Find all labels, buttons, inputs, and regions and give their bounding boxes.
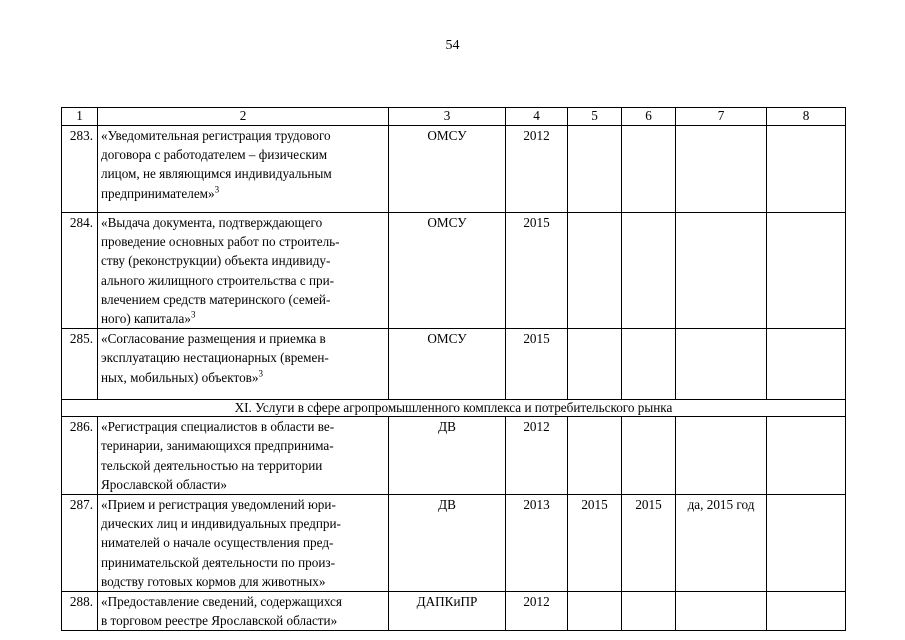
responsible-body: ОМСУ (389, 329, 506, 400)
footnote-mark: 3 (190, 309, 196, 320)
title-line: «Согласование размещения и приемка в (101, 331, 326, 347)
title-line: тельской деятельностью на территории (101, 457, 323, 473)
col8-cell (767, 126, 846, 213)
responsible-body: ДВ (389, 417, 506, 495)
col6-cell (622, 126, 676, 213)
year-cell: 2015 (506, 329, 568, 400)
col5-cell (568, 126, 622, 213)
row-number: 286. (62, 417, 98, 495)
title-line: водству готовых кормов для животных» (101, 573, 326, 589)
row-number: 287. (62, 495, 98, 592)
header-cell: 2 (98, 108, 389, 126)
col6-cell (622, 592, 676, 631)
col6-cell: 2015 (622, 495, 676, 592)
title-line: ного) капитала» (101, 311, 191, 327)
year-cell: 2015 (506, 213, 568, 329)
title-line: проведение основных работ по строитель- (101, 234, 340, 250)
table-row (62, 417, 846, 495)
title-line: влечением средств материнского (семей- (101, 291, 331, 307)
col6-cell (622, 417, 676, 495)
table-row (62, 329, 846, 400)
footnote-mark: 3 (258, 368, 263, 379)
title-line: Ярославской области» (101, 476, 227, 492)
page-number: 54 (445, 38, 460, 53)
responsible-body: ОМСУ (389, 126, 506, 213)
service-title (98, 592, 389, 631)
table-row (62, 495, 846, 592)
section-row (62, 400, 846, 417)
section-heading: XI. Услуги в сфере агропромышленного комплекса и потребительского рынка (62, 400, 846, 417)
col5-cell: 2015 (568, 495, 622, 592)
table-row (62, 126, 846, 213)
col8-cell (767, 329, 846, 400)
col5-cell (568, 213, 622, 329)
title-line: «Уведомительная регистрация трудового (101, 128, 331, 143)
table-row (62, 213, 846, 329)
col7-cell: да, 2015 год (676, 495, 767, 592)
title-line: лицом, не являющимся индивидуальным (101, 166, 332, 182)
col6-cell (622, 329, 676, 400)
header-cell: 7 (676, 108, 767, 126)
title-line: «Выдача документа, подтверждающего (101, 215, 323, 230)
service-title (98, 213, 389, 329)
services-table (61, 107, 846, 631)
row-number: 283. (62, 126, 98, 213)
service-title (98, 417, 389, 495)
title-line: дических лиц и индивидуальных предпри- (101, 516, 341, 532)
col7-cell (676, 592, 767, 631)
column-number-header (62, 108, 846, 126)
row-number: 284. (62, 213, 98, 329)
title-line: ству (реконструкции) объекта индивиду- (101, 253, 331, 269)
title-line: теринарии, занимающихся предпринима- (101, 438, 334, 454)
col8-cell (767, 495, 846, 592)
col8-cell (767, 592, 846, 631)
year-cell: 2012 (506, 126, 568, 213)
header-cell: 4 (506, 108, 568, 126)
header-cell: 1 (62, 108, 98, 126)
col7-cell (676, 213, 767, 329)
col7-cell (676, 329, 767, 400)
row-number: 288. (62, 592, 98, 631)
responsible-body: ДАПКиПР (389, 592, 506, 631)
header-cell: 3 (389, 108, 506, 126)
year-cell: 2013 (506, 495, 568, 592)
year-cell: 2012 (506, 592, 568, 631)
table-row (62, 592, 846, 631)
title-line: ных, мобильных) объектов» (101, 369, 259, 385)
col7-cell (676, 417, 767, 495)
col7-cell (676, 126, 767, 213)
col8-cell (767, 213, 846, 329)
title-line: «Прием и регистрация уведомлений юри- (101, 497, 336, 513)
col5-cell (568, 417, 622, 495)
title-line: «Регистрация специалистов в области ве- (101, 419, 335, 435)
responsible-body: ДВ (389, 495, 506, 592)
service-title (98, 495, 389, 592)
col5-cell (568, 592, 622, 631)
title-line: нимателей о начале осуществления пред- (101, 535, 334, 551)
responsible-body: ОМСУ (389, 213, 506, 329)
title-line: предпринимателем» (101, 185, 215, 201)
title-line: ального жилищного строительства с при- (101, 272, 335, 288)
row-number: 285. (62, 329, 98, 400)
title-line: эксплуатацию нестационарных (времен- (101, 350, 329, 366)
service-title (98, 126, 389, 213)
col6-cell (622, 213, 676, 329)
header-cell: 5 (568, 108, 622, 126)
title-line: в торговом реестре Ярославской области» (101, 613, 338, 629)
footnote-mark: 3 (214, 184, 220, 195)
title-line: «Предоставление сведений, содержащихся (101, 594, 342, 610)
year-cell: 2012 (506, 417, 568, 495)
title-line: принимательской деятельности по произ- (101, 554, 335, 570)
col8-cell (767, 417, 846, 495)
header-cell: 6 (622, 108, 676, 126)
service-title (98, 329, 389, 400)
col5-cell (568, 329, 622, 400)
title-line: договора с работодателем – физическим (101, 147, 328, 163)
header-cell: 8 (767, 108, 846, 126)
